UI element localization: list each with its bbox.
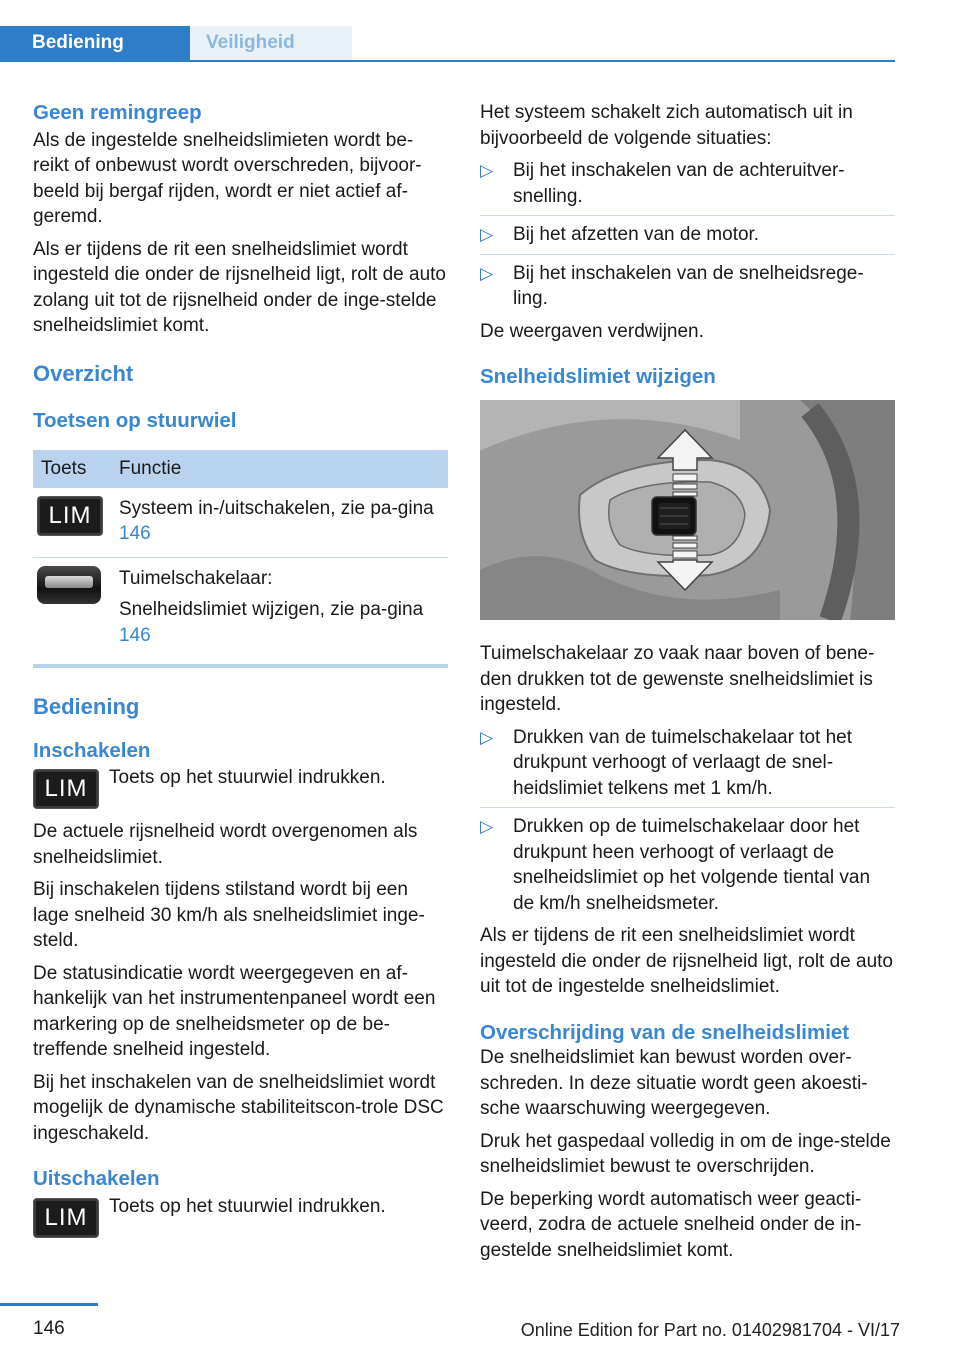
paragraph: Het systeem schakelt zich automatisch uit in bijvoorbeeld de volgende situaties: xyxy=(480,102,853,149)
heading-toetsen: Toetsen op stuurwiel xyxy=(33,409,237,432)
table-cell-function xyxy=(111,557,448,666)
heading-uitschakelen: Uitschakelen xyxy=(33,1167,160,1190)
heading-snelheidslimiet-wijzigen: Snelheidslimiet wijzigen xyxy=(480,365,716,388)
heading-inschakelen: Inschakelen xyxy=(33,738,151,762)
tab-veiligheid[interactable]: Veiligheid xyxy=(190,26,352,60)
list-item: ▷ Drukken van de tuimelschakelaar tot het drukpunt verhoogt of verlaagt de snel-heidslimiet telkens met 1 km/h. xyxy=(480,725,895,802)
paragraph: Bij het inschakelen van de snelheidslimiet wordt mogelijk de dynamische stabiliteitscon-trole DSC ingeschakeld. xyxy=(33,1071,444,1144)
tab-bediening[interactable]: Bediening xyxy=(0,26,190,60)
cell-text: Tuimelschakelaar: xyxy=(119,567,273,589)
steering-wheel-rocker-illustration xyxy=(480,400,895,620)
table-header-row xyxy=(33,450,448,488)
table-cell-icon xyxy=(33,557,111,666)
cell-text-part: Snelheidslimiet wijzigen, zie pa-gina xyxy=(119,599,424,620)
lim-button-icon: LIM xyxy=(37,496,103,536)
cell-text xyxy=(119,597,442,648)
list-item: ▷ Bij het inschakelen van de snelheidsrege-ling. xyxy=(480,254,895,312)
list-item: ▷ Bij het afzetten van de motor. xyxy=(480,215,895,248)
heading-overschrijding: Overschrijding van de snelheidslimiet xyxy=(480,1020,850,1044)
paragraph: De snelheidslimiet kan bewust worden over-schreden. In deze situatie wordt geen akoesti-sche waarschuwing weergegeven. xyxy=(480,1047,868,1119)
paragraph: De beperking wordt automatisch weer geacti-veerd, zodra de actuele snelheid onder de in-gestelde snelheidslimiet komt. xyxy=(480,1188,862,1261)
paragraph: Als er tijdens de rit een snelheidslimiet wordt ingesteld die onder de rijsnelheid ligt, rolt de auto uit tot de ingestelde snelheidslimiet. xyxy=(480,925,893,997)
paragraph: De statusindicatie wordt weergegeven en af-hankelijk van het instrumentenpaneel wordt een markering op de snelheidsmeter op de be-treffende snelheid ingesteld. xyxy=(33,962,436,1060)
list-item: ▷ Drukken op de tuimelschakelaar door het drukpunt heen verhoogt of verlaagt de snelheidslimiet op het volgende tiental van de km/h snelheidsmeter. xyxy=(480,807,895,916)
paragraph: De weergaven verdwijnen. xyxy=(480,320,704,342)
paragraph: De actuele rijsnelheid wordt overgenomen als snelheidslimiet. xyxy=(33,821,418,868)
paragraph: Als er tijdens de rit een snelheidslimiet wordt ingesteld die onder de rijsnelheid ligt, rolt de auto zolang uit tot de rijsnelheid onder de inge-stelde snelheidslimiet komt. xyxy=(33,238,446,336)
header-rule xyxy=(0,60,895,62)
keys-table xyxy=(33,450,448,669)
paragraph: Bij inschakelen tijdens stilstand wordt bij een lage snelheid 30 km/h als snelheidslimiet inge-steld. xyxy=(33,879,425,951)
rocker-behaviour-list xyxy=(480,725,895,917)
page-reference-link[interactable]: 146 xyxy=(119,624,151,646)
column-header-functie: Functie xyxy=(111,450,448,488)
edition-note: Online Edition for Part no. 01402981704 - VI/17 xyxy=(520,1320,900,1340)
table-cell-icon xyxy=(33,488,111,558)
uitschakelen-block xyxy=(33,1194,448,1248)
inschakelen-block xyxy=(33,765,448,819)
paragraph: Druk het gaspedaal volledig in om de inge-stelde snelheidslimiet bewust te overschrijden. xyxy=(480,1130,891,1177)
column-header-toets: Toets xyxy=(33,450,111,488)
footer-rule xyxy=(0,1303,98,1306)
heading-overzicht: Overzicht xyxy=(33,360,134,386)
heading-geen-remingreep: Geen remingreep xyxy=(33,101,202,124)
lim-button-icon: LIM xyxy=(33,1198,99,1238)
left-column xyxy=(33,100,448,1248)
rocker-switch-icon xyxy=(37,566,101,604)
uitschakelen-text: Toets op het stuurwiel indrukken. xyxy=(109,1195,386,1217)
table-cell-function xyxy=(111,488,448,558)
list-item: ▷ Bij het inschakelen van de achteruitver-snelling. xyxy=(480,158,895,209)
table-row xyxy=(33,488,448,558)
inschakelen-text: Toets op het stuurwiel indrukken. xyxy=(109,767,386,788)
table-row xyxy=(33,557,448,666)
heading-bediening: Bediening xyxy=(33,694,140,719)
page-reference-link[interactable]: 146 xyxy=(119,523,151,544)
right-column xyxy=(480,100,895,1270)
chapter-tabs xyxy=(0,26,352,60)
cell-text: Systeem in-/uitschakelen, zie pa-gina xyxy=(119,497,434,519)
lim-button-icon: LIM xyxy=(33,769,99,809)
paragraph: Als de ingestelde snelheidslimieten wordt be-reikt of onbewust wordt overschreden, bijvoor-beeld bij bergaf rijden, wordt er niet actief af-geremd. xyxy=(33,129,422,227)
page-number: 146 xyxy=(33,1318,65,1339)
auto-off-list xyxy=(480,158,895,312)
paragraph: Tuimelschakelaar zo vaak naar boven of bene-den drukken tot de gewenste snelheidslimiet is ingesteld. xyxy=(480,643,875,715)
